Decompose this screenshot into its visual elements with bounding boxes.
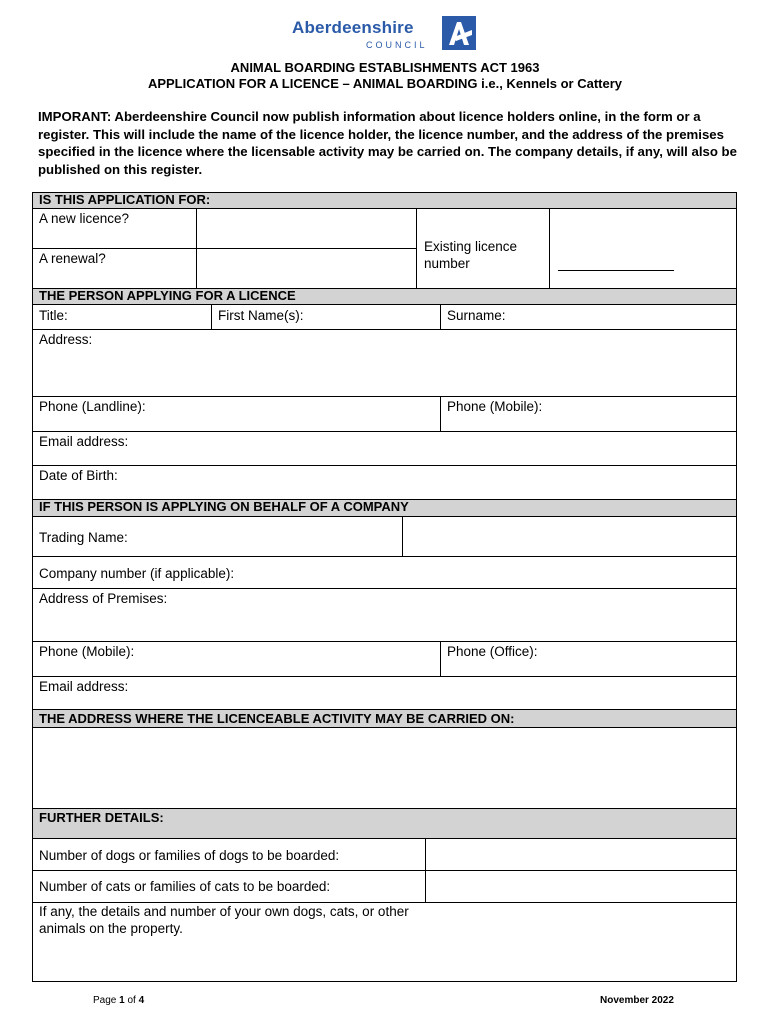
page-of: of [127, 995, 136, 1006]
existing-licence-number-field[interactable] [558, 270, 674, 271]
divider [32, 556, 737, 557]
divider [32, 329, 737, 330]
logo-sub: COUNCIL [366, 40, 428, 50]
new-licence-checkbox[interactable] [197, 210, 415, 247]
renewal-label: A renewal? [39, 251, 106, 266]
mobile-field[interactable]: Phone (Mobile): [447, 399, 543, 414]
renewal-checkbox[interactable] [197, 249, 415, 287]
new-licence-label: A new licence? [39, 211, 130, 226]
form-title: APPLICATION FOR A LICENCE – ANIMAL BOARDING i.e., Kennels or Cattery [147, 76, 623, 91]
page-current: 1 [119, 995, 125, 1006]
company-number-field[interactable]: Company number (if applicable): [39, 566, 235, 581]
cats-label: Number of cats or families of cats to be boarded: [39, 879, 331, 894]
own-animals-input[interactable] [33, 940, 736, 981]
divider [440, 305, 441, 329]
company-mobile-field[interactable]: Phone (Mobile): [39, 644, 135, 659]
activity-address-input[interactable] [33, 729, 736, 807]
company-email-field[interactable]: Email address: [39, 679, 129, 694]
dob-field[interactable]: Date of Birth: [39, 468, 118, 483]
page-word: Page [93, 995, 117, 1006]
address-field[interactable]: Address: [39, 332, 93, 347]
further-details-heading: FURTHER DETAILS: [32, 808, 737, 839]
divider [32, 465, 737, 466]
act-title: ANIMAL BOARDING ESTABLISHMENTS ACT 1963 [230, 60, 540, 75]
company-office-phone-field[interactable]: Phone (Office): [447, 644, 538, 659]
trading-name-input[interactable] [403, 518, 736, 555]
own-animals-label: If any, the details and number of your own dogs, cats, or other animals on the property. [39, 904, 409, 936]
privacy-notice: IMPORANT: Aberdeenshire Council now publish information about licence holders online, in the form or a register. This will include the name of the licence holder, the licence number, and the address of the premises specified in the licence where the licensable activity may be carried on. The company details, if any, will also be published on this register. [38, 109, 737, 177]
divider [549, 209, 550, 288]
email-field[interactable]: Email address: [39, 434, 129, 449]
divider [32, 396, 737, 397]
divider [32, 588, 737, 589]
dogs-count-input[interactable] [426, 840, 736, 870]
page-number [93, 995, 144, 1006]
applicant-heading: THE PERSON APPLYING FOR A LICENCE [32, 288, 737, 305]
divider [32, 431, 737, 432]
existing-licence-label: Existing licence number [424, 239, 518, 271]
divider [416, 209, 417, 288]
page-total: 4 [138, 995, 145, 1006]
council-logo [292, 14, 482, 54]
dogs-label: Number of dogs or families of dogs to be boarded: [39, 848, 340, 863]
trading-name-label: Trading Name: [39, 530, 128, 545]
cats-count-input[interactable] [426, 871, 736, 901]
divider [211, 305, 212, 329]
first-names-field[interactable]: First Name(s): [218, 308, 304, 323]
landline-field[interactable]: Phone (Landline): [39, 399, 146, 414]
title-field[interactable]: Title: [39, 308, 68, 323]
footer-date: November 2022 [600, 995, 674, 1006]
divider [440, 641, 441, 676]
divider [32, 641, 737, 642]
surname-field[interactable]: Surname: [447, 308, 506, 323]
divider [440, 396, 441, 431]
activity-address-heading: THE ADDRESS WHERE THE LICENCEABLE ACTIVITY MAY BE CARRIED ON: [32, 709, 737, 728]
council-a-logo-icon [442, 16, 476, 50]
logo-name: Aberdeenshire [292, 18, 414, 37]
company-heading: IF THIS PERSON IS APPLYING ON BEHALF OF A COMPANY [32, 499, 737, 517]
premises-address-field[interactable]: Address of Premises: [39, 591, 168, 606]
application-type-heading: IS THIS APPLICATION FOR: [32, 192, 737, 209]
divider [32, 676, 737, 677]
